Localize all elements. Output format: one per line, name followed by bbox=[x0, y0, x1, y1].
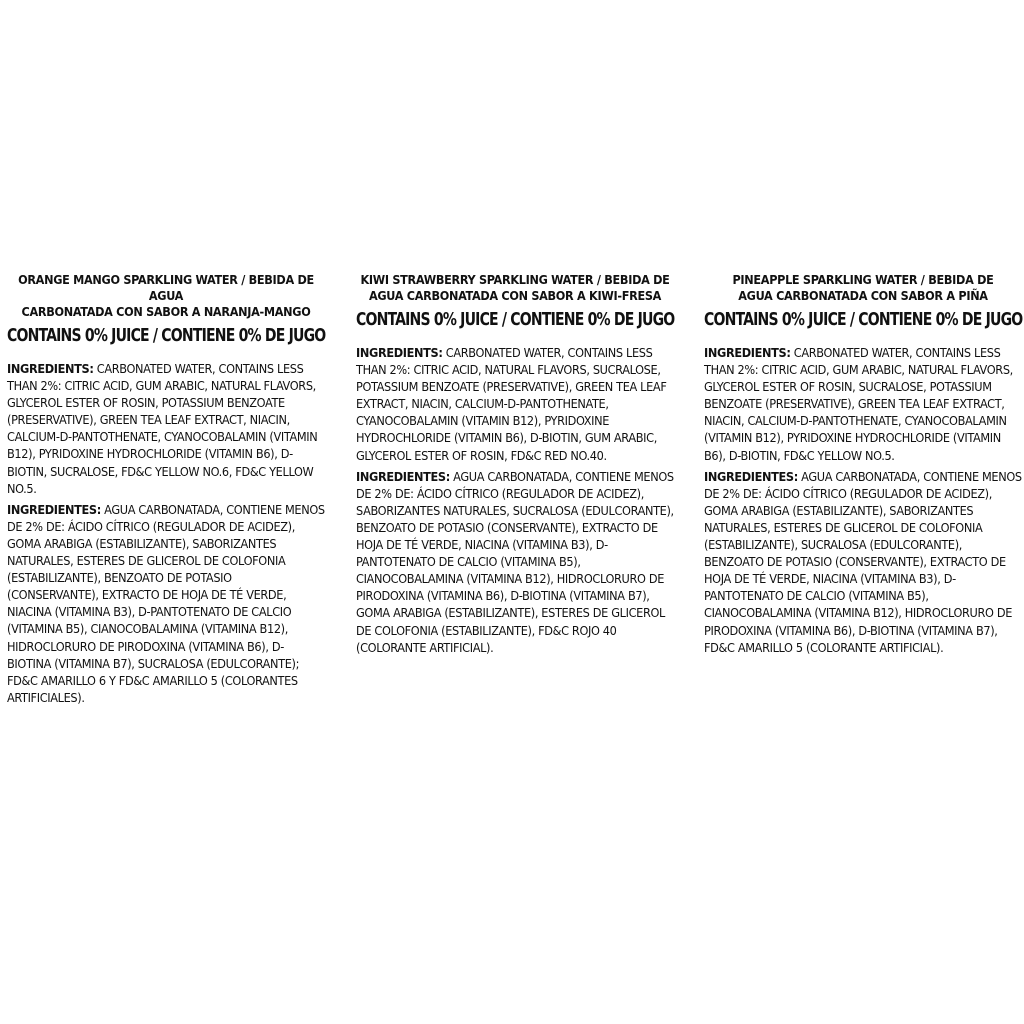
ingredients-heading: INGREDIENTS: bbox=[704, 345, 791, 360]
ingredient-labels bbox=[0, 272, 1024, 762]
juice-content-statement: CONTAINS 0% JUICE / CONTIENE 0% DE JUGO bbox=[356, 310, 675, 330]
orange-mango-panel bbox=[7, 272, 325, 706]
ingredients-text: CARBONATED WATER, CONTAINS LESS THAN 2%: CITRIC ACID, GUM ARABIC, NATURAL FLAVORS, GLYCEROL ESTER OF ROSIN, SUCRALOSE, POTASSIUM BENZOATE (PRESERVATIVE), GREEN TEA LEAF EXTRACT, NIACIN, CALCIUM-D-PANTOTHENATE, CYANOCOBALAMIN (VITAMIN B12), PYRIDOXINE HYDROCHLORIDE (VITAMIN B6), D-BIOTIN, FD&C YELLOW NO.5. bbox=[704, 345, 1013, 463]
ingredient-list bbox=[704, 344, 1022, 656]
juice-content-statement: CONTAINS 0% JUICE / CONTIENE 0% DE JUGO bbox=[7, 326, 326, 346]
ingredientes-text: AGUA CARBONATADA, CONTIENE MENOS DE 2% DE: ÁCIDO CÍTRICO (REGULADOR DE ACIDEZ), GOMA ARABIGA (ESTABILIZANTE), SABORIZANTES NATURALES, ESTERES DE GLICEROL DE COLOFONIA (ESTABILIZANTE), SUCRALOSA (EDULCORANTE), BENZOATO DE POTASIO (CONSERVANTE), EXTRACTO DE HOJA DE TÉ VERDE, NIACINA (VITAMINA B3), D-PANTOTENATO DE CALCIO (VITAMINA B5), CIANOCOBALAMINA (VITAMINA B12), HIDROCLORURO DE PIRODOXINA (VITAMINA B6), D-BIOTINA (VITAMINA B7), FD&C AMARILLO 5 (COLORANTE ARTIFICIAL). bbox=[704, 468, 1022, 655]
ingredients-heading: INGREDIENTS: bbox=[356, 345, 443, 360]
ingredientes-text: AGUA CARBONATADA, CONTIENE MENOS DE 2% DE: ÁCIDO CÍTRICO (REGULADOR DE ACIDEZ), SABORIZANTES NATURALES, SUCRALOSA (EDULCORANTE), BENZOATO DE POTASIO (CONSERVANTE), EXTRACTO DE HOJA DE TÉ VERDE, NIACINA (VITAMINA B3), D-PANTOTENATO DE CALCIO (VITAMINA B5), CIANOCOBALAMINA (VITAMINA B12), HIDROCLORURO DE PIRODOXINA (VITAMINA B6), D-BIOTINA (VITAMINA B7), GOMA ARABIGA (ESTABILIZANTE), ESTERES DE GLICEROL DE COLOFONIA (ESTABILIZANTE), FD&C ROJO 40 (COLORANTE ARTIFICIAL). bbox=[356, 468, 674, 655]
spanish-ingredients bbox=[704, 468, 1022, 656]
english-ingredients bbox=[704, 344, 1022, 464]
ingredientes-heading: INGREDIENTES: bbox=[7, 501, 101, 517]
product-title: ORANGE MANGO SPARKLING WATER / BEBIDA DE AGUA CARBONATADA CON SABOR A NARANJA-MANGO bbox=[18, 272, 314, 319]
ingredient-list bbox=[7, 360, 325, 706]
ingredients-text: CARBONATED WATER, CONTAINS LESS THAN 2%: CITRIC ACID, GUM ARABIC, NATURAL FLAVORS, GLYCEROL ESTER OF ROSIN, POTASSIUM BENZOATE (PRESERVATIVE), GREEN TEA LEAF EXTRACT, NIACIN, CALCIUM-D-PANTOTHENATE, CYANOCOBALAMIN (VITAMIN B12), PYRIDOXINE HYDROCHLORIDE (VITAMIN B6), D-BIOTIN, SUCRALOSE, FD&C YELLOW NO.6, FD&C YELLOW NO.5. bbox=[7, 361, 318, 496]
english-ingredients bbox=[356, 344, 674, 464]
ingredientes-heading: INGREDIENTES: bbox=[704, 468, 798, 484]
ingredientes-heading: INGREDIENTES: bbox=[356, 468, 450, 484]
english-ingredients bbox=[7, 360, 325, 497]
kiwi-strawberry-panel bbox=[356, 272, 674, 656]
product-title: KIWI STRAWBERRY SPARKLING WATER / BEBIDA DE AGUA CARBONATADA CON SABOR A KIWI-FRESA bbox=[360, 272, 670, 303]
juice-content-statement: CONTAINS 0% JUICE / CONTIENE 0% DE JUGO bbox=[704, 310, 1023, 330]
ingredients-heading: INGREDIENTS: bbox=[7, 361, 94, 376]
ingredientes-text: AGUA CARBONATADA, CONTIENE MENOS DE 2% DE: ÁCIDO CÍTRICO (REGULADOR DE ACIDEZ), GOMA ARABIGA (ESTABILIZANTE), SABORIZANTES NATURALES, ESTERES DE GLICEROL DE COLOFONIA (ESTABILIZANTE), BENZOATO DE POTASIO (CONSERVANTE), EXTRACTO DE HOJA DE TÉ VERDE, NIACINA (VITAMINA B3), D-PANTOTENATO DE CALCIO (VITAMINA B5), CIANOCOBALAMINA (VITAMINA B12), HIDROCLORURO DE PIRODOXINA (VITAMINA B6), D-BIOTINA (VITAMINA B7), SUCRALOSA (EDULCORANTE); FD&C AMARILLO 6 Y FD&C AMARILLO 5 (COLORANTES ARTIFICIALES). bbox=[7, 501, 325, 705]
product-title: PINEAPPLE SPARKLING WATER / BEBIDA DE AGUA CARBONATADA CON SABOR A PIÑA bbox=[732, 272, 994, 303]
pineapple-panel bbox=[704, 272, 1022, 656]
spanish-ingredients bbox=[7, 501, 325, 706]
ingredients-text: CARBONATED WATER, CONTAINS LESS THAN 2%: CITRIC ACID, NATURAL FLAVORS, SUCRALOSE, POTASSIUM BENZOATE (PRESERVATIVE), GREEN TEA LEAF EXTRACT, NIACIN, CALCIUM-D-PANTOTHENATE, CYANOCOBALAMIN (VITAMIN B12), PYRIDOXINE HYDROCHLORIDE (VITAMIN B6), D-BIOTIN, GUM ARABIC, GLYCEROL ESTER OF ROSIN, FD&C RED NO.40. bbox=[356, 345, 667, 463]
spanish-ingredients bbox=[356, 468, 674, 656]
ingredient-list bbox=[356, 344, 674, 656]
